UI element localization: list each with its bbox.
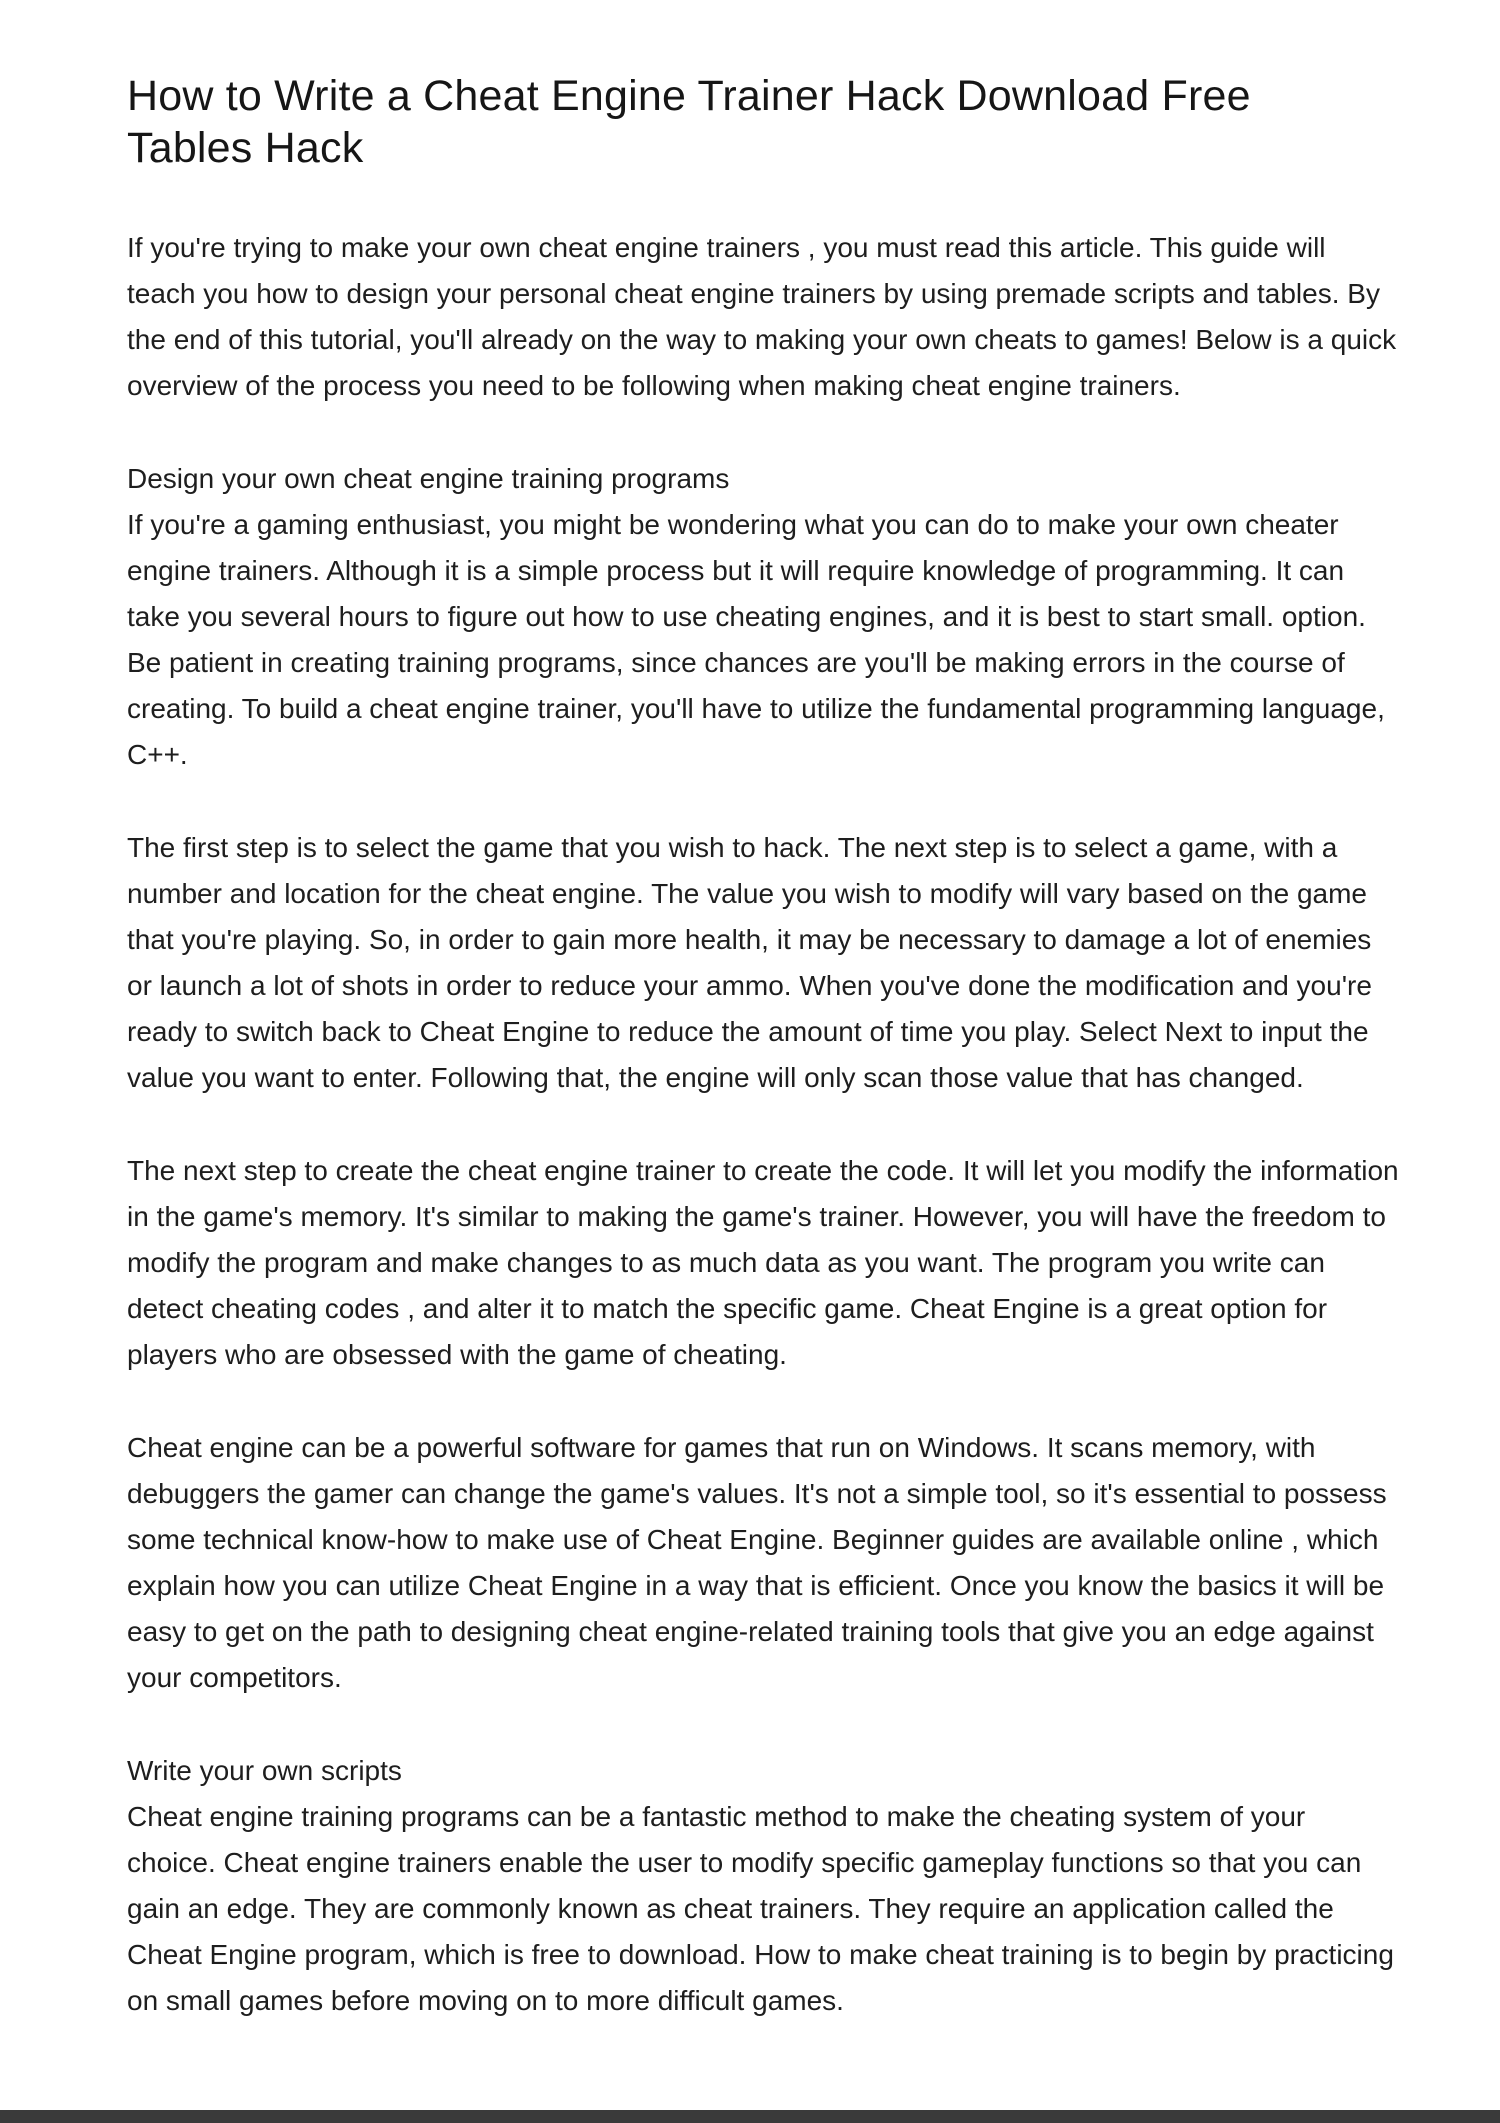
section-paragraph: Cheat engine training programs can be a fantastic method to make the cheating system of your choice. Cheat engine trainers enable the user to modify specific gameplay functions so that you can gain an edge. They are commonly known as cheat trainers. They require an application called the Cheat Engine program, which is free to download. How to make cheat training is to begin by practicing on small games before moving on to more difficult games. (127, 1800, 1394, 2016)
paragraph-first-step: The first step is to select the game that you wish to hack. The next step is to select a game, with a number and location for the cheat engine. The value you wish to modify will vary based on the game that you're playing. So, in order to gain more health, it may be necessary to damage a lot of enemies or launch a lot of shots in order to reduce your ammo. When you've done the modification and you're ready to switch back to Cheat Engine to reduce the amount of time you play. Select Next to input the value you want to enter. Following that, the engine will only scan those value that has changed. (127, 831, 1372, 1093)
paragraph-create-code: The next step to create the cheat engine trainer to create the code. It will let you modify the information in the game's memory. It's similar to making the game's trainer. However, you will have the freedom to modify the program and make changes to as much data as you want. The program you write can detect cheating codes , and alter it to match the specific game. Cheat Engine is a great option for players who are obsessed with the game of cheating. (127, 1154, 1399, 1370)
paragraph-powerful-software: Cheat engine can be a powerful software for games that run on Windows. It scans memory, with debuggers the gamer can change the game's values. It's not a simple tool, so it's essential to possess some technical know-how to make use of Cheat Engine. Beginner guides are available online , which explain how you can utilize Cheat Engine in a way that is efficient. Once you know the basics it will be easy to get on the path to designing cheat engine-related training tools that give you an edge against your competitors. (127, 1431, 1387, 1693)
section-paragraph: If you're a gaming enthusiast, you might be wondering what you can do to make your own cheater engine trainers. Although it is a simple process but it will require knowledge of programming. It can take you several hours to figure out how to use cheating engines, and it is best to start small. option. Be patient in creating training programs, since chances are you'll be making errors in the course of creating. To build a cheat engine trainer, you'll have to utilize the fundamental programming language, C++. (127, 508, 1385, 770)
paragraph-intro: If you're trying to make your own cheat engine trainers , you must read this article. This guide will teach you how to design your personal cheat engine trainers by using premade scripts and tables. By the end of this tutorial, you'll already on the way to making your own cheats to games! Below is a quick overview of the process you need to be following when making cheat engine trainers. (127, 231, 1397, 401)
section-heading: Write your own scripts (127, 1754, 402, 1786)
bottom-bar (0, 2110, 1500, 2123)
section-heading: Design your own cheat engine training programs (127, 462, 730, 494)
page-title: How to Write a Cheat Engine Trainer Hack Download Free Tables Hack (127, 72, 1251, 173)
section-write-scripts (127, 1748, 1400, 2024)
section-design-programs (127, 456, 1400, 778)
